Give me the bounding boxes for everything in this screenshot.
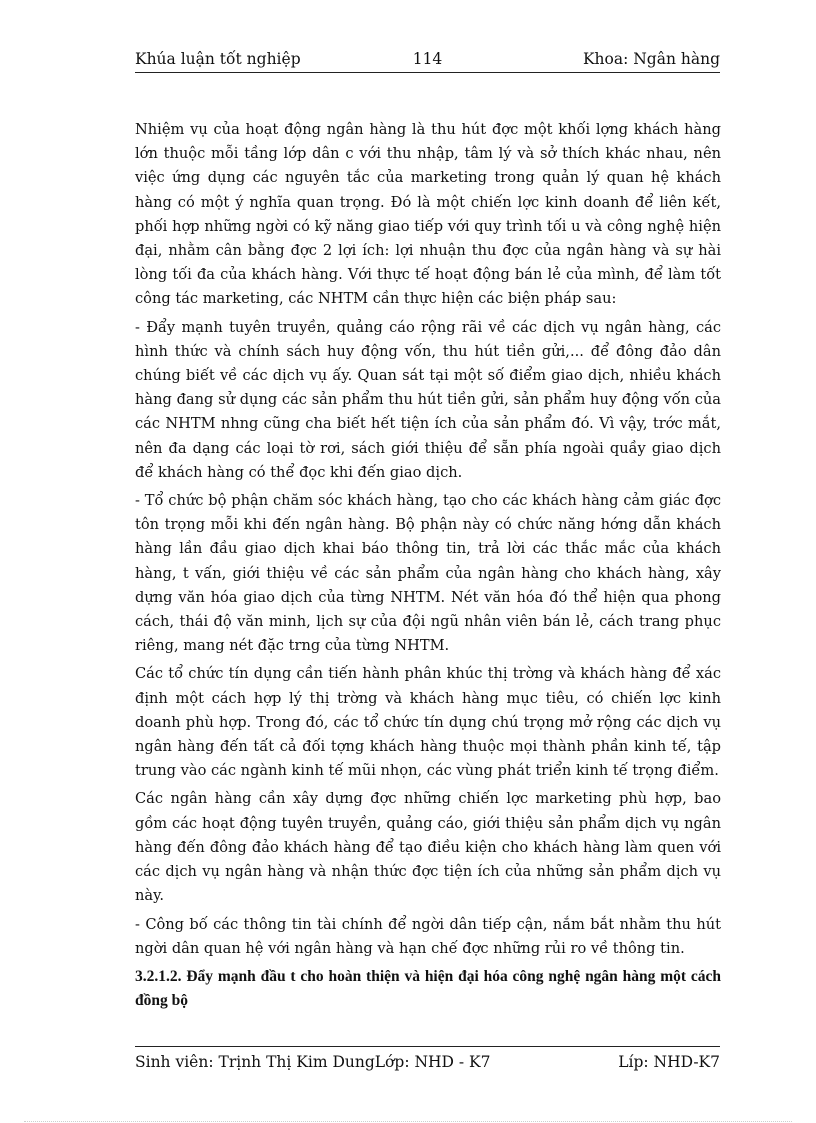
section-heading: 3.2.1.2. Đẩy mạnh đầu t cho hoàn thiện và hiện đại hóa công nghệ ngân hàng một cách đồng bộ xyxy=(135,967,721,1010)
paragraph-market-segmentation: Các tổ chức tín dụng cần tiến hành phân khúc thị trờng và khách hàng để xác định một cách hợp lý thị trờng và khách hàng mục tiêu, có chiến lợc kinh doanh phù hợp. Trong đó, các tổ chức tín dụng chú trọng mở rộng các dịch vụ ngân hàng đến tất cả đối tợng khách hàng thuộc mọi thành phần kinh tế, tập trung vào các ngành kinh tế mũi nhọn, các vùng phát triển kinh tế trọng điểm. xyxy=(135,665,721,780)
header-faculty-label: Khoa: Ngân hàng xyxy=(582,50,720,68)
paragraph-financial-disclosure: - Công bố các thông tin tài chính để ngời dân tiếp cận, nắm bắt nhằm thu hút ngời dân quan hệ với ngân hàng và hạn chế đợc những rủi ro về thông tin. xyxy=(135,915,721,957)
header-thesis-label: Khúa luận tốt nghiệp xyxy=(135,50,301,68)
page-body xyxy=(135,118,721,1013)
paragraph-customer-care: - Tổ chức bộ phận chăm sóc khách hàng, tạo cho các khách hàng cảm giác đợc tôn trọng mỗi khi đến ngân hàng. Bộ phận này có chức năng hớng dẫn khách hàng lần đầu giao dịch khai báo thông tin, trả lời các thắc mắc của khách hàng, t vấn, giới thiệu về các sản phẩm của ngân hàng cho khách hàng, xây dựng văn hóa giao dịch của từng NHTM. Nét văn hóa đó thể hiện qua phong cách, thái độ văn minh, lịch sự của đội ngũ nhân viên bán lẻ, cách trang phục riêng, mang nét đặc trng của từng NHTM. xyxy=(135,492,721,655)
footer-class-info: Líp: NHD-K7 xyxy=(618,1053,720,1071)
page-number: 114 xyxy=(412,50,443,68)
footer-student-info: Sinh viên: Trịnh Thị Kim DungLớp: NHD - K7 xyxy=(135,1053,491,1071)
paragraph-promotion: - Đẩy mạnh tuyên truyền, quảng cáo rộng rãi về các dịch vụ ngân hàng, các hình thức và chính sách huy động vốn, thu hút tiền gửi,... để đông đảo dân chúng biết về các dịch vụ ấy. Quan sát tại một số điểm giao dịch, nhiều khách hàng đang sử dụng các sản phẩm thu hút tiền gửi, sản phẩm huy động vốn của các NHTM nhng cũng cha biết hết tiện ích của sản phẩm đó. Vì vậy, trớc mắt, nên đa dạng các loại tờ rơi, sách giới thiệu để sẵn phía ngoài quầy giao dịch để khách hàng có thể đọc khi đến giao dịch. xyxy=(135,318,721,481)
page-footer xyxy=(135,1046,720,1077)
paragraph-intro: Nhiệm vụ của hoạt động ngân hàng là thu hút đợc một khối lợng khách hàng lớn thuộc mỗi tầng lớp dân c với thu nhập, tâm lý và sở thích khác nhau, nên việc ứng dụng các nguyên tắc của marketing trong quản lý quan hệ khách hàng có một ý nghĩa quan trọng. Đó là một chiến lợc kinh doanh để liên kết, phối hợp những ngời có kỹ năng giao tiếp với quy trình tối u và công nghệ hiện đại, nhằm cân bằng đợc 2 lợi ích: lợi nhuận thu đợc của ngân hàng và sự hài lòng tối đa của khách hàng. Với thực tế hoạt động bán lẻ của mình, để làm tốt công tác marketing, các NHTM cần thực hiện các biện pháp sau: xyxy=(135,121,721,308)
paragraph-marketing-strategy: Các ngân hàng cần xây dựng đợc những chiến lợc marketing phù hợp, bao gồm các hoạt động tuyên truyền, quảng cáo, giới thiệu sản phẩm dịch vụ ngân hàng đến đông đảo khách hàng để tạo điều kiện cho khách hàng làm quen với các dịch vụ ngân hàng và nhận thức đợc tiện ích của những sản phẩm dịch vụ này. xyxy=(135,790,721,905)
page-header xyxy=(135,48,720,73)
page-edge-divider xyxy=(24,1121,792,1122)
